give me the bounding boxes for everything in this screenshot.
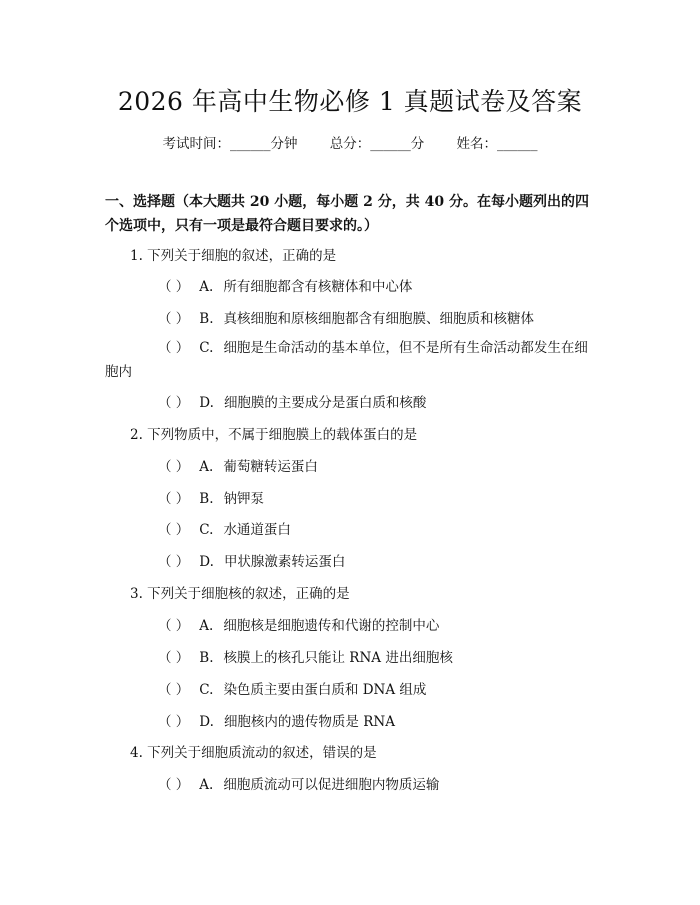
option-letter: C. — [199, 522, 214, 538]
answer-option — [158, 646, 598, 666]
answer-blank: （ ） — [158, 618, 190, 634]
option-text: 细胞核内的遗传物质是 RNA — [223, 714, 395, 730]
question-stem: 3. 下列关于细胞核的叙述，正确的是 — [130, 586, 350, 602]
option-letter: A. — [199, 777, 214, 793]
option-text: 细胞是生命活动的基本单位，但不是所有生命活动都发生在细胞内 — [105, 340, 588, 380]
option-letter: B. — [199, 650, 214, 666]
option-letter: B. — [199, 311, 214, 327]
answer-blank: （ ） — [158, 279, 190, 295]
answer-blank: （ ） — [158, 650, 190, 666]
question-stem: 1. 下列关于细胞的叙述，正确的是 — [130, 248, 337, 264]
answer-blank: （ ） — [158, 491, 190, 507]
answer-option — [158, 275, 598, 295]
option-text: 所有细胞都含有核糖体和中心体 — [223, 279, 413, 295]
option-text: 钠钾泵 — [223, 491, 265, 507]
option-text: 水通道蛋白 — [223, 522, 291, 538]
option-letter: A. — [199, 459, 214, 475]
section-heading: 一、选择题（本大题共 20 小题，每小题 2 分，共 40 分。在每小题列出的四个选项中，只有一项是最符合题目要求的。） — [105, 194, 589, 234]
option-text: 核膜上的核孔只能让 RNA 进出细胞核 — [223, 650, 453, 666]
option-text: 细胞质流动可以促进细胞内物质运输 — [223, 777, 440, 793]
answer-option — [158, 710, 598, 730]
answer-blank: （ ） — [158, 340, 190, 356]
option-letter: D. — [199, 395, 214, 411]
total-score-field: 总分：______分 — [329, 136, 425, 152]
answer-option — [158, 614, 598, 634]
student-name-field: 姓名：______ — [456, 136, 538, 152]
option-letter: A. — [199, 279, 214, 295]
answer-blank: （ ） — [158, 395, 190, 411]
option-text: 细胞膜的主要成分是蛋白质和核酸 — [223, 395, 427, 411]
answer-option — [158, 678, 598, 698]
option-letter: D. — [199, 554, 214, 570]
answer-blank: （ ） — [158, 459, 190, 475]
answer-option — [158, 307, 598, 327]
option-letter: C. — [199, 682, 214, 698]
option-letter: C. — [199, 340, 214, 356]
answer-blank: （ ） — [158, 311, 190, 327]
exam-time-field: 考试时间：______分钟 — [162, 136, 298, 152]
option-letter: B. — [199, 491, 214, 507]
answer-blank: （ ） — [158, 714, 190, 730]
option-text: 染色质主要由蛋白质和 DNA 组成 — [223, 682, 427, 698]
option-letter: D. — [199, 714, 214, 730]
answer-blank: （ ） — [158, 777, 190, 793]
answer-option — [158, 518, 598, 538]
answer-option — [158, 550, 598, 570]
page-title: 2026 年高中生物必修 1 真题试卷及答案 — [117, 87, 583, 116]
answer-option — [105, 336, 600, 384]
answer-blank: （ ） — [158, 554, 190, 570]
question-stem: 2. 下列物质中，不属于细胞膜上的载体蛋白的是 — [130, 427, 418, 443]
option-text: 甲状腺激素转运蛋白 — [223, 554, 346, 570]
answer-option — [158, 487, 598, 507]
exam-info-line — [0, 132, 700, 152]
option-letter: A. — [199, 618, 214, 634]
answer-blank: （ ） — [158, 682, 190, 698]
question-stem: 4. 下列关于细胞质流动的叙述，错误的是 — [130, 745, 377, 761]
option-text: 葡萄糖转运蛋白 — [223, 459, 318, 475]
answer-blank: （ ） — [158, 522, 190, 538]
option-text: 细胞核是细胞遗传和代谢的控制中心 — [223, 618, 440, 634]
option-text: 真核细胞和原核细胞都含有细胞膜、细胞质和核糖体 — [223, 311, 535, 327]
answer-option — [158, 455, 598, 475]
answer-option — [158, 773, 598, 793]
answer-option — [158, 391, 598, 411]
